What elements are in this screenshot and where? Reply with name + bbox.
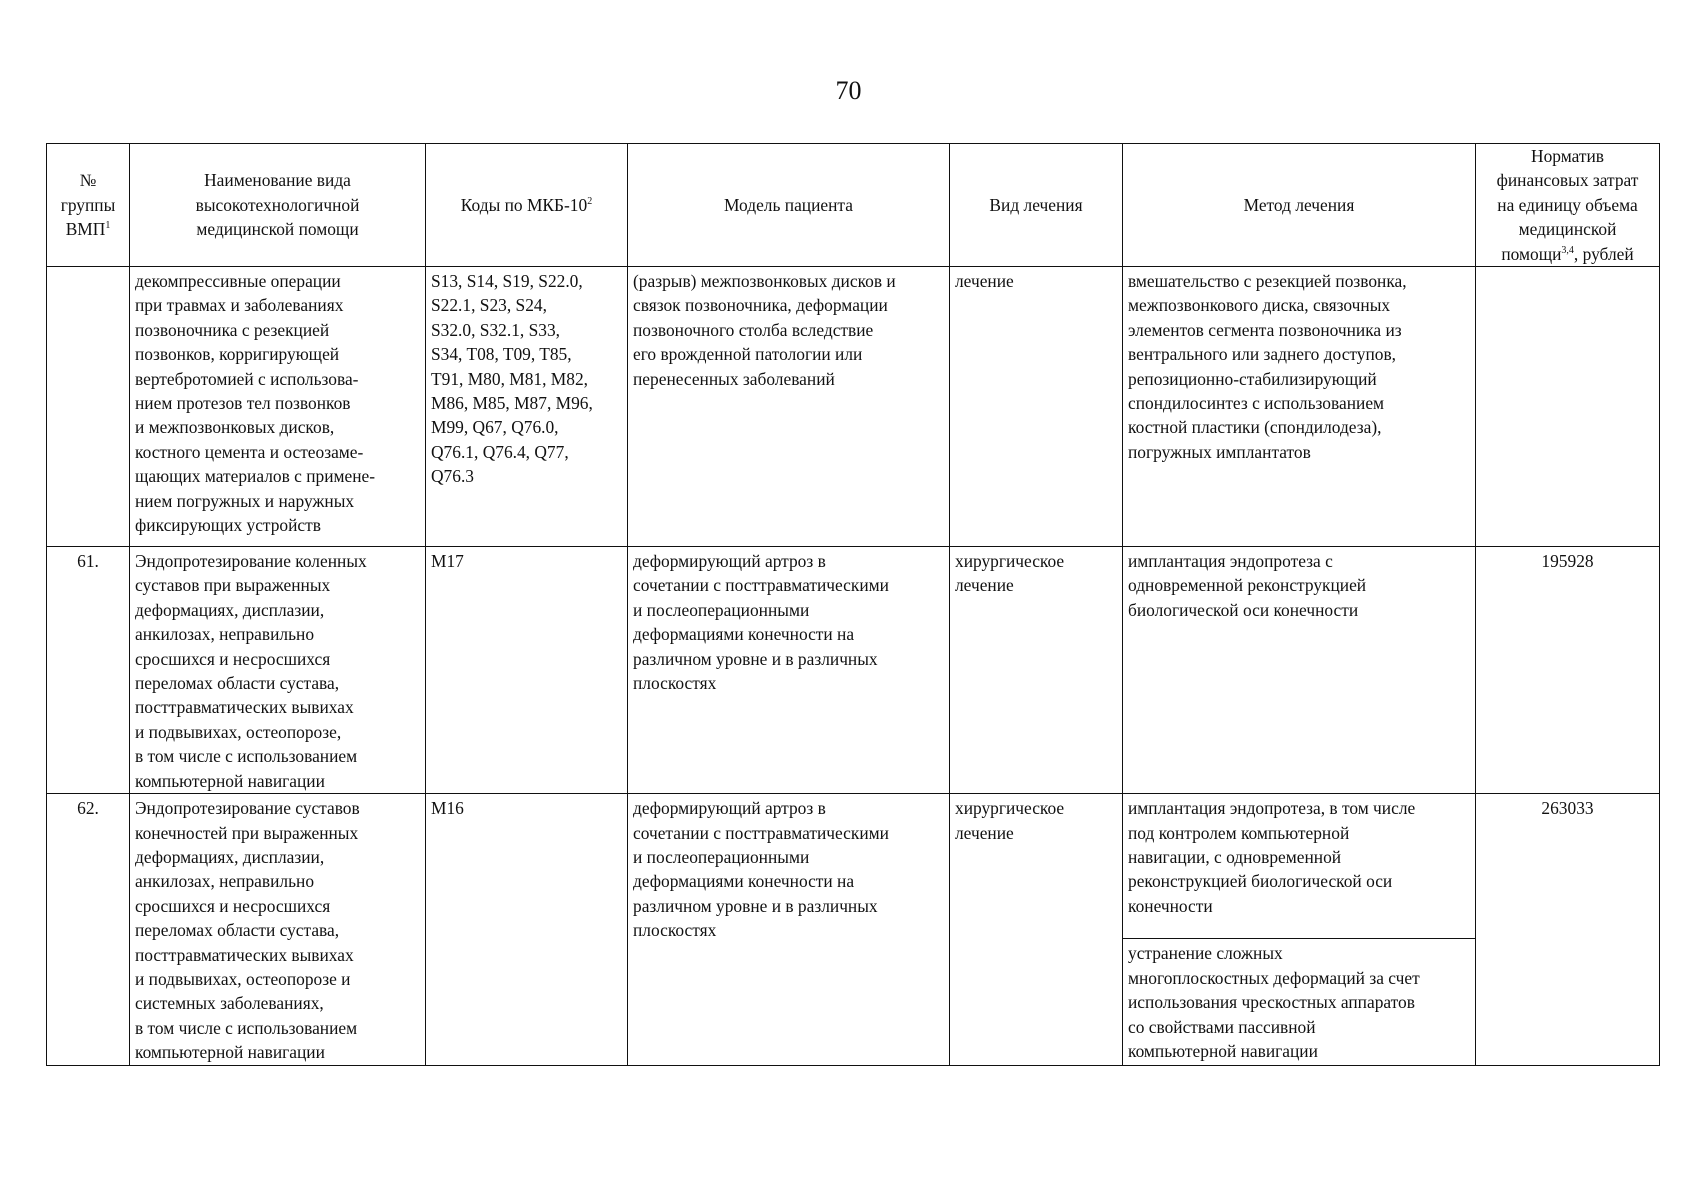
row-number [47,267,130,547]
cell-line: нием погружных и наружных [135,490,355,511]
cell-line: сочетании с посттравматическими [633,575,889,596]
cell-line: позвоночника с резекцией [135,319,330,340]
cell-line: вмешательство с резекцией позвонка, [1128,271,1407,292]
cell-line: сросшихся и несросшихся [135,895,331,916]
row-number: 62. [47,794,130,1065]
cell-line: костного цемента и остеозаме- [135,441,364,462]
row-codes [426,267,628,547]
cell-line: S22.1, S23, S24, [431,295,547,316]
cell-line: при травмах и заболеваниях [135,295,344,316]
cell-line: и межпозвонковых дисков, [135,417,335,438]
cell-line: его врожденной патологии или [633,344,863,365]
cell-line: реконструкцией биологической оси [1128,871,1393,892]
cell-line: M16 [431,798,464,819]
header-method: Метод лечения [1123,144,1476,267]
cell-line: компьютерной навигации [135,770,325,791]
cell-line: компьютерной навигации [1128,1041,1318,1062]
cell-line: (разрыв) межпозвонковых дисков и [633,271,896,292]
row-method-b [1123,939,1476,1065]
cell-line: и послеоперационными [633,846,810,867]
cell-line: и послеоперационными [633,599,810,620]
cell-line: навигации, с одновременной [1128,846,1342,867]
header-treatment-type: Вид лечения [950,144,1123,267]
cell-line: различном уровне и в различных [633,648,878,669]
cell-line: элементов сегмента позвоночника из [1128,319,1402,340]
cell-line: Эндопротезирование суставов [135,798,360,819]
cell-line: имплантация эндопротеза, в том числе [1128,798,1416,819]
cell-line: одновременной реконструкцией [1128,575,1367,596]
row-treatment [950,267,1123,547]
row-norm: 195928 [1476,547,1660,794]
row-treatment [950,547,1123,794]
row-number: 61. [47,547,130,794]
cell-line: посттравматических вывихах [135,944,354,965]
row-treatment [950,794,1123,1065]
cell-line: костной пластики (спондилодеза), [1128,417,1382,438]
cell-line: переломах области сустава, [135,920,340,941]
cell-line: хирургическое [955,798,1065,819]
cell-line: плоскостях [633,673,717,694]
cell-line: и подвывихах, остеопорозе, [135,721,342,742]
header-codes: Коды по МКБ-$10^2$ [426,144,628,267]
cell-line: многоплоскостных деформаций за счет [1128,967,1420,988]
cell-line: компьютерной навигации [135,1042,325,1063]
cell-line: деформациях, дисплазии, [135,846,325,867]
cell-line: погружных имплантатов [1128,441,1311,462]
cell-line: лечение [955,271,1014,292]
header-model: Модель пациента [628,144,950,267]
services-table [46,143,1660,1066]
cell-line: лечение [955,575,1014,596]
cell-line: хирургическое [955,551,1065,572]
cell-line: Эндопротезирование коленных [135,551,367,572]
cell-line: системных заболеваниях, [135,993,324,1014]
cell-line: конечности [1128,895,1213,916]
header-norm: Норматив финансовых затрат на единицу объема медицинской помощи$^{3,4}$, рублей [1476,144,1660,267]
cell-line: спондилосинтез с использованием [1128,393,1385,414]
cell-line: позвоночного столба вследствие [633,319,874,340]
cell-line: конечностей при выраженных [135,822,359,843]
table-row [47,794,1660,939]
cell-line: щающих материалов с примене- [135,466,376,487]
cell-line: различном уровне и в различных [633,895,878,916]
table-row [47,547,1660,794]
cell-line: межпозвонкового диска, связочных [1128,295,1391,316]
page-number: 70 [835,76,862,105]
cell-line: в том числе с использованием [135,746,358,767]
cell-line: использования чрескостных аппаратов [1128,992,1415,1013]
row-method-a [1123,794,1476,939]
cell-line: анкилозах, неправильно [135,871,315,892]
cell-line: M86, M85, M87, M96, [431,393,593,414]
cell-line: деформациями конечности на [633,871,855,892]
cell-line: анкилозах, неправильно [135,624,315,645]
cell-line: сросшихся и несросшихся [135,648,331,669]
cell-line: нием протезов тел позвонков [135,393,351,414]
cell-line: имплантация эндопротеза с [1128,551,1333,572]
row-name [130,794,426,1065]
cell-line: переломах области сустава, [135,673,340,694]
cell-line: M99, Q67, Q76.0, [431,417,559,438]
row-name [130,267,426,547]
cell-line: в том числе с использованием [135,1017,358,1038]
cell-line: декомпрессивные операции [135,271,341,292]
cell-line: суставов при выраженных [135,575,331,596]
cell-line: сочетании с посттравматическими [633,822,889,843]
row-codes [426,794,628,1065]
cell-line: вентрального или заднего доступов, [1128,344,1397,365]
cell-line: связок позвоночника, деформации [633,295,888,316]
row-codes [426,547,628,794]
cell-line: S34, T08, T09, T85, [431,344,572,365]
row-method [1123,267,1476,547]
cell-line: M17 [431,551,464,572]
cell-line: S32.0, S32.1, S33, [431,319,561,340]
cell-line: лечение [955,822,1014,843]
cell-line: вертебротомией с использова- [135,368,359,389]
row-model [628,267,950,547]
cell-line: позвонков, корригирующей [135,344,340,365]
row-model [628,547,950,794]
cell-line: T91, M80, M81, M82, [431,368,589,389]
cell-line: биологической оси конечности [1128,599,1359,620]
cell-line: плоскостях [633,920,717,941]
cell-line: деформациях, дисплазии, [135,599,325,620]
cell-line: со свойствами пассивной [1128,1016,1316,1037]
row-norm [1476,267,1660,547]
cell-line: S13, S14, S19, S22.0, [431,271,583,292]
cell-line: и подвывихах, остеопорозе и [135,968,351,989]
cell-line: Q76.1, Q76.4, Q77, [431,441,569,462]
row-method [1123,547,1476,794]
table-row [47,267,1660,547]
cell-line: деформациями конечности на [633,624,855,645]
cell-line: деформирующий артроз в [633,798,826,819]
cell-line: репозиционно-стабилизирующий [1128,368,1377,389]
cell-line: перенесенных заболеваний [633,368,835,389]
header-name: Наименование вида высокотехнологичной медицинской помощи [130,144,426,267]
row-model [628,794,950,1065]
cell-line: Q76.3 [431,466,474,487]
cell-line: деформирующий артроз в [633,551,826,572]
cell-line: посттравматических вывихах [135,697,354,718]
header-group: № группы ВМП$^1$ [47,144,130,267]
row-name [130,547,426,794]
cell-line: под контролем компьютерной [1128,822,1350,843]
cell-line: устранение сложных [1128,943,1283,964]
cell-line: фиксирующих устройств [135,515,321,536]
header-row [47,144,1660,267]
row-norm: 263033 [1476,794,1660,1065]
